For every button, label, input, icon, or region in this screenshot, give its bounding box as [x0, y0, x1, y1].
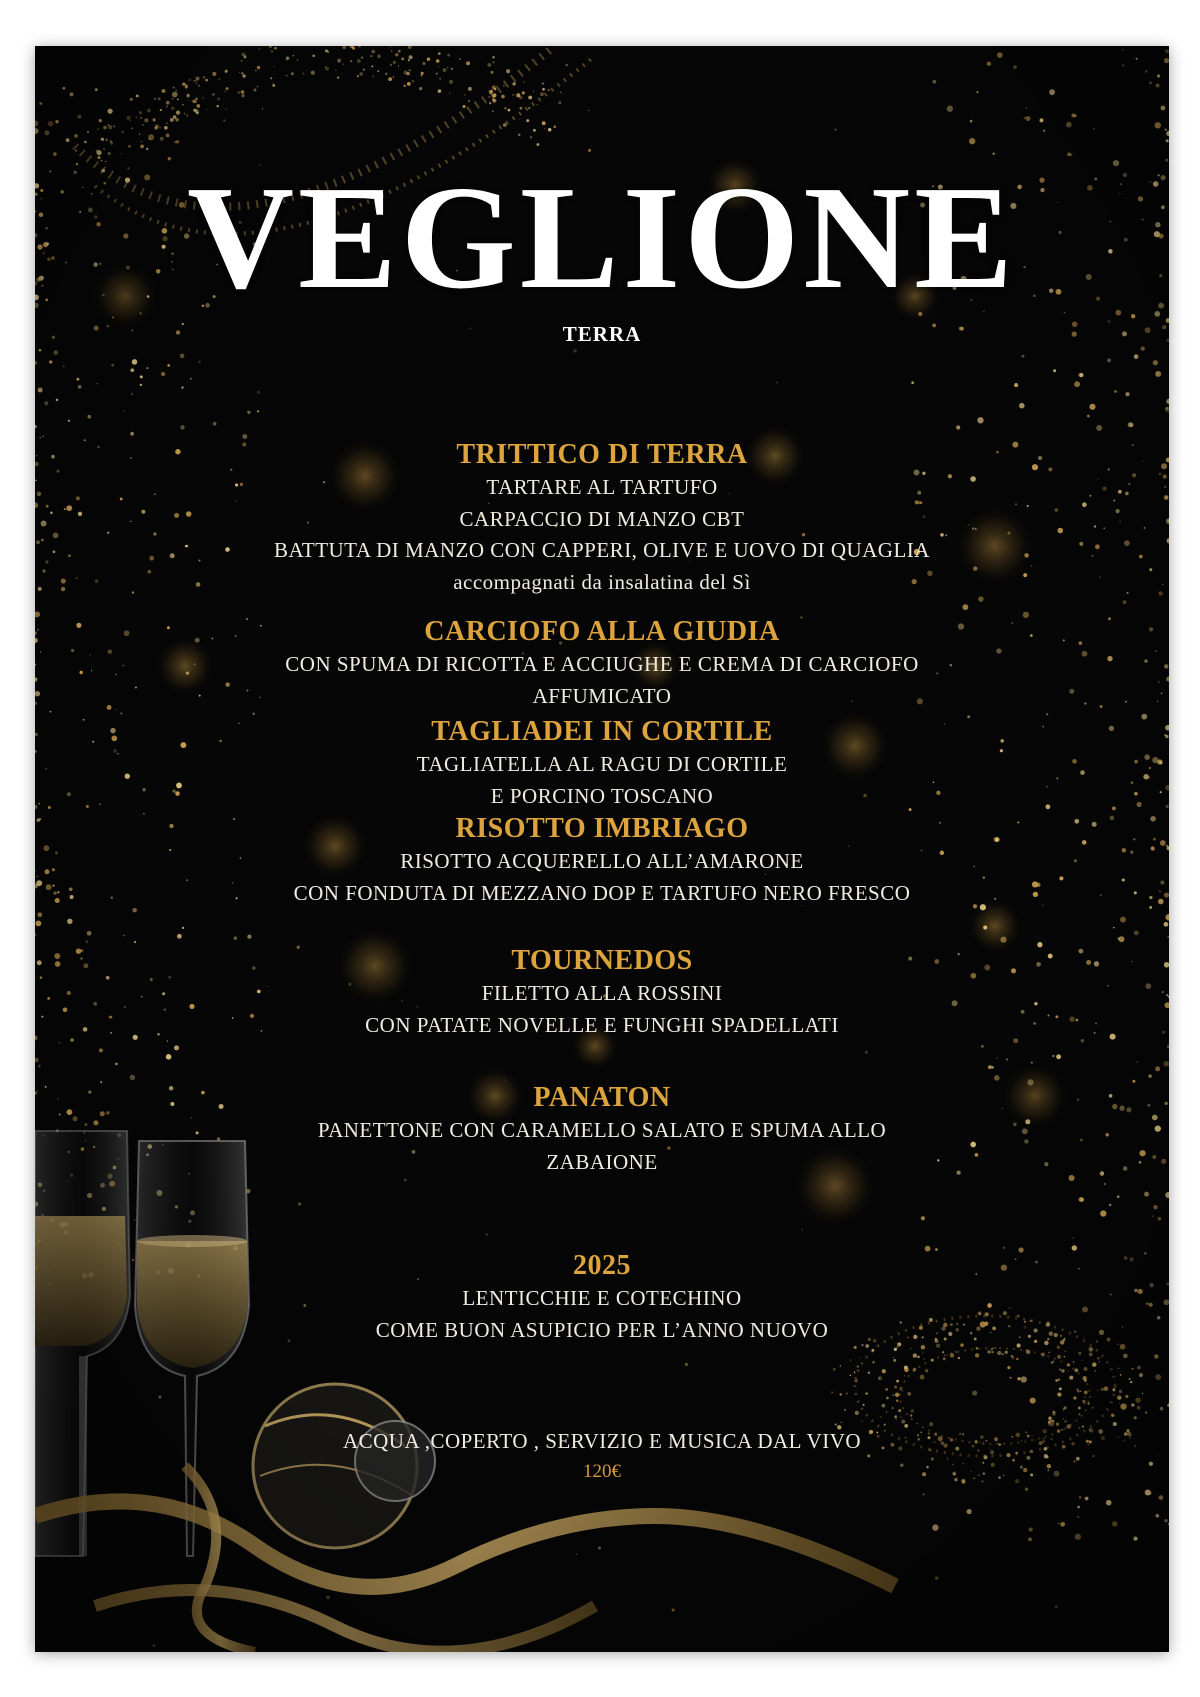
course-title: RISOTTO IMBRIAGO: [455, 813, 749, 844]
course-line: ZABAIONE: [546, 1149, 658, 1174]
course-carciofo: [35, 615, 1169, 712]
course-panaton: [35, 1081, 1169, 1178]
course-line: CON PATATE NOVELLE E FUNGHI SPADELLATI: [365, 1012, 839, 1037]
menu-title: VEGLIONE: [187, 156, 1017, 320]
course-trittico: [35, 438, 1169, 598]
menu-page: [35, 46, 1169, 1652]
course-title: TRITTICO DI TERRA: [456, 439, 748, 470]
course-line: TARTARE AL TARTUFO: [486, 475, 718, 499]
course-title: 2025: [573, 1250, 631, 1281]
menu-subtitle: TERRA: [562, 322, 642, 346]
menu-content: [35, 46, 1169, 1652]
course-line: accompagnati da insalatina del Sì: [453, 569, 751, 594]
course-tournedos: [35, 944, 1169, 1041]
course-line: COME BUON ASUPICIO PER L’ANNO NUOVO: [375, 1317, 829, 1342]
menu-includes: ACQUA ,COPERTO , SERVIZIO E MUSICA DAL VIVO: [342, 1429, 862, 1453]
course-title: PANATON: [533, 1082, 671, 1113]
menu-price: 120€: [583, 1461, 621, 1482]
course-title: CARCIOFO ALLA GIUDIA: [424, 616, 780, 647]
course-2025: [35, 1249, 1169, 1346]
course-line: CON FONDUTA DI MEZZANO DOP E TARTUFO NERO FRESCO: [293, 880, 911, 905]
course-risotto: [35, 812, 1169, 909]
course-line: TAGLIATELLA AL RAGU DI CORTILE: [416, 752, 788, 776]
course-line: LENTICCHIE E COTECHINO: [462, 1286, 742, 1310]
course-line: AFFUMICATO: [532, 683, 672, 708]
course-title: TAGLIADEI IN CORTILE: [431, 716, 773, 747]
course-title: TOURNEDOS: [511, 945, 693, 976]
course-line: E PORCINO TOSCANO: [490, 783, 714, 808]
course-line: PANETTONE CON CARAMELLO SALATO E SPUMA ALLO: [317, 1118, 887, 1142]
course-line: RISOTTO ACQUERELLO ALL’AMARONE: [400, 849, 804, 873]
course-line: CARPACCIO DI MANZO CBT: [459, 506, 745, 531]
course-line: FILETTO ALLA ROSSINI: [481, 981, 723, 1005]
course-line: CON SPUMA DI RICOTTA E ACCIUGHE E CREMA DI CARCIOFO: [285, 652, 919, 676]
course-line: BATTUTA DI MANZO CON CAPPERI, OLIVE E UOVO DI QUAGLIA: [274, 538, 930, 562]
course-tagliadei: [35, 715, 1169, 812]
